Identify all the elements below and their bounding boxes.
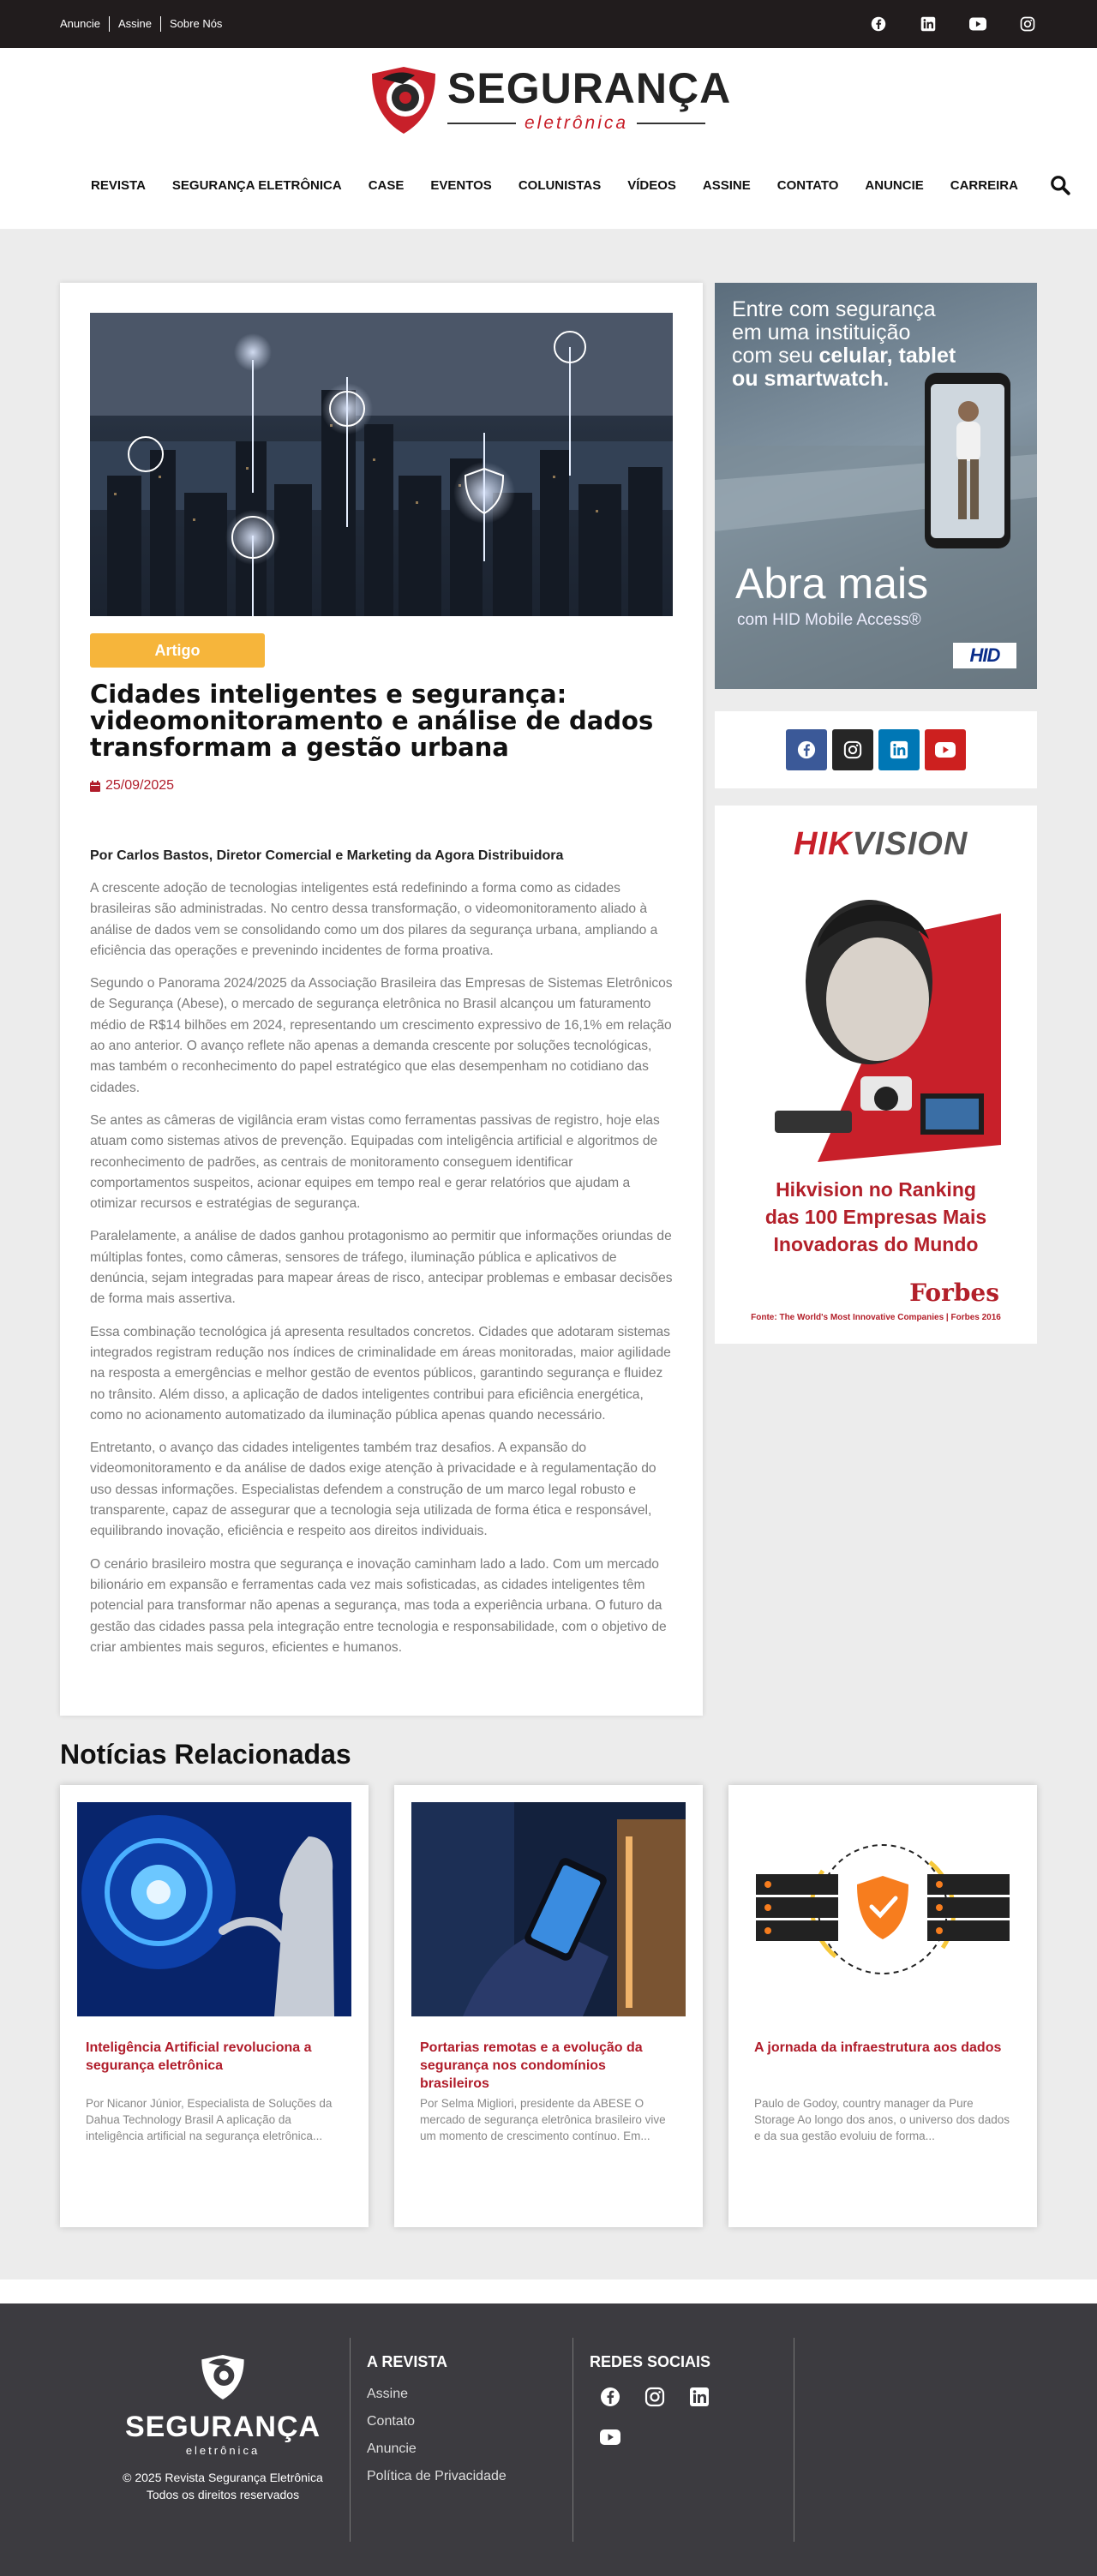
hid-ad-line3-bold: celular, tablet	[818, 344, 956, 368]
related-card-image[interactable]	[746, 1802, 1020, 2016]
facebook-icon[interactable]	[786, 729, 827, 770]
hikvision-rank-line: Hikvision no Ranking	[776, 1178, 976, 1201]
logo-subtitle: eletrônica	[525, 113, 629, 133]
site-footer	[0, 2303, 1097, 2576]
forbes-logo: Forbes	[909, 1279, 999, 1307]
category-badge[interactable]: Artigo	[90, 633, 265, 668]
hikvision-source: Fonte: The World's Most Innovative Companies | Forbes 2016	[751, 1313, 1001, 1322]
related-card-title[interactable]: A jornada da infraestrutura aos dados	[754, 2040, 1002, 2055]
facebook-icon[interactable]	[869, 15, 888, 33]
footer-revista	[367, 2353, 507, 2496]
article-paragraph: Essa combinação tecnológica já apresenta resultados concretos. Cidades que adotaram sistemas integrados registram redução nos índices de criminalidade em áreas monitoradas, maior agilidade na resposta a emergências e melhor gestão de eventos públicos, garantindo segurança e fluidez no trânsito. Além disso, a aplicação de dados inteligentes contribui para eficiência energética, como no acionamento automatizado da iluminação pública apenas quando necessário.	[90, 1324, 671, 1423]
instagram-icon[interactable]	[1018, 15, 1037, 33]
hid-ad-line3-pre: com seu	[732, 344, 819, 368]
footer-link-contato[interactable]: Contato	[367, 2414, 416, 2429]
footer-divider	[350, 2338, 351, 2542]
footer-col-title: A REVISTA	[367, 2353, 448, 2370]
article-hero-image	[90, 313, 673, 616]
hid-ad-line4: ou smartwatch.	[732, 367, 890, 391]
hikvision-banner-ad[interactable]	[715, 806, 1037, 1344]
top-links	[60, 16, 231, 32]
article-paragraph: O cenário brasileiro mostra que segurança e inovação caminham lado a lado. Com um mercado bilionário em expansão e ferramentas cada vez mais sofisticadas, as cidades inteligentes têm potencial para transformar não apenas a segurança, mas toda a experiência urbana. O futuro da gestão das cidades passa pela integração entre tecnologia e responsabilidade, com o objetivo de criar ambientes mais seguros, eficientes e humanos.	[90, 1556, 667, 1655]
hikvision-rank-line: Inovadoras do Mundo	[773, 1233, 979, 1255]
site-header	[0, 48, 1097, 230]
nav-case[interactable]: CASE	[368, 177, 405, 193]
nav-seguranca-eletronica[interactable]: SEGURANÇA ELETRÔNICA	[171, 177, 342, 193]
top-bar	[0, 0, 1097, 48]
linkedin-icon[interactable]	[878, 729, 920, 770]
nav-eventos[interactable]: EVENTOS	[430, 177, 492, 193]
nav-contato[interactable]: CONTATO	[776, 177, 839, 193]
footer-link-anuncie[interactable]: Anuncie	[367, 2441, 417, 2456]
article-byline: Por Carlos Bastos, Diretor Comercial e Marketing da Agora Distribuidora	[90, 848, 564, 863]
footer-logo-title: SEGURANÇA	[124, 2411, 321, 2443]
related-card-image[interactable]	[77, 1802, 351, 2016]
article-paragraph: Paralelamente, a análise de dados ganhou protagonismo ao permitir que informações oriundas de múltiplas fontes, como câmeras, sensores de tráfego, iluminação pública e aplicativos de denúncia, sejam integradas para mapear áreas de risco, antecipar problemas e embasar decisões de forma mais assertiva.	[90, 1229, 673, 1307]
top-social	[869, 15, 1037, 33]
facebook-icon[interactable]	[600, 2387, 619, 2405]
nav-revista[interactable]: REVISTA	[91, 177, 146, 193]
nav-videos[interactable]: VÍDEOS	[627, 177, 676, 193]
nav-assine[interactable]: ASSINE	[702, 177, 751, 193]
article-paragraph: Segundo o Panorama 2024/2025 da Associação Brasileira das Empresas de Sistemas Eletrônicos de Segurança (Abese), o mercado de segurança eletrônica no Brasil alcançou um faturamento médio de R$14 bilhões em 2024, representando um crescimento expressivo de 16,1% em relação ao ano anterior. O avanço reflete não apenas a demanda crescente por soluções tecnológicas, mas também o reconhecimento do papel estratégico que elas desempenham no cotidiano das cidades.	[90, 976, 673, 1095]
main-content	[0, 230, 1097, 2279]
hid-logo: HID	[953, 643, 1016, 668]
nav-anuncie[interactable]: ANUNCIE	[865, 177, 924, 193]
hikvision-logo: HIKVISION	[794, 826, 968, 862]
main-nav	[91, 174, 1071, 196]
related-card[interactable]	[728, 1785, 1037, 2227]
top-link-assine[interactable]: Assine	[109, 16, 160, 32]
related-card[interactable]	[60, 1785, 369, 2227]
instagram-icon[interactable]	[832, 729, 873, 770]
article-paragraph: Entretanto, o avanço das cidades inteligentes também traz desafios. A expansão do videomonitoramento e da análise de dados exige atenção à privacidade e à regulamentação do uso dessas informações. Especialistas defendem a construção de um marco legal robusto e transparente, capaz de assegurar que a tecnologia seja utilizada de forma ética e responsável, equilibrando inovação, eficiência e respeito aos direitos individuais.	[90, 1441, 656, 1539]
hikvision-rank-line: das 100 Empresas Mais	[764, 1206, 987, 1228]
nav-colunistas[interactable]: COLUNISTAS	[518, 177, 602, 193]
article-title: Cidades inteligentes e segurança: videomonitoramento e análise de dados transformam a gestão urbana	[90, 680, 654, 762]
hid-ad-line1: Entre com segurança	[732, 297, 936, 321]
article-date-text: 25/09/2025	[105, 778, 175, 793]
footer-rights: Todos os direitos reservados	[146, 2488, 300, 2501]
related-card-excerpt: Por Nicanor Júnior, Especialista de Soluções da Dahua Technology Brasil A aplicação da inteligência artificial na segurança eletrônica...	[86, 2097, 333, 2142]
hid-ad-subline: com HID Mobile Access®	[737, 611, 921, 629]
hid-ad-line2: em uma instituição	[732, 321, 911, 344]
footer-col-title: REDES SOCIAIS	[590, 2353, 711, 2370]
footer-copyright: © 2025 Revista Segurança Eletrônica	[123, 2471, 323, 2484]
related-card[interactable]	[394, 1785, 703, 2227]
search-icon[interactable]	[1049, 174, 1071, 196]
related-card-excerpt: Por Selma Migliori, presidente da ABESE O mercado de segurança eletrônica brasileiro vive um momento de crescimento contínuo. Em...	[420, 2097, 666, 2142]
related-heading: Notícias Relacionadas	[60, 1739, 351, 1770]
article-card	[60, 283, 703, 1716]
hid-ad-copy	[732, 298, 956, 391]
calendar-icon	[90, 781, 100, 792]
youtube-icon[interactable]	[600, 2429, 619, 2448]
footer-logo-subtitle: eletrônica	[185, 2444, 261, 2457]
footer-link-privacidade[interactable]: Política de Privacidade	[367, 2469, 507, 2483]
footer-link-assine[interactable]: Assine	[367, 2387, 409, 2401]
hid-banner-ad[interactable]	[715, 283, 1037, 689]
shield-logo-icon	[197, 2351, 249, 2403]
linkedin-icon[interactable]	[919, 15, 938, 33]
youtube-icon[interactable]	[925, 729, 966, 770]
shield-logo-icon	[365, 62, 442, 139]
instagram-icon[interactable]	[644, 2387, 663, 2405]
article-paragraph: A crescente adoção de tecnologias inteligentes está redefinindo a forma como as cidades brasileiras são administradas. No centro dessa transformação, o videomonitoramento aliado à análise de dados vem se consolidando como um dos pilares da segurança urbana, ampliando a eficiência das operações e prevenindo incidentes de forma proativa.	[90, 881, 658, 958]
site-logo[interactable]	[365, 62, 734, 139]
footer-divider	[572, 2338, 573, 2542]
hikvision-ad-image	[766, 879, 1001, 1162]
related-card-title[interactable]: Inteligência Artificial revoluciona a segurança eletrônica	[86, 2040, 312, 2073]
linkedin-icon[interactable]	[689, 2387, 708, 2405]
hikvision-ranking	[715, 1176, 1037, 1258]
nav-carreira[interactable]: CARREIRA	[950, 177, 1018, 193]
article-date	[90, 778, 174, 794]
hid-ad-headline: Abra mais	[735, 560, 929, 608]
related-card-excerpt: Paulo de Godoy, country manager da Pure Storage Ao longo dos anos, o universo dos dados e da sua gestão evoluiu de forma...	[754, 2097, 1010, 2142]
related-card-image[interactable]	[411, 1802, 686, 2016]
top-link-anuncie[interactable]: Anuncie	[60, 17, 100, 30]
footer-social	[590, 2353, 735, 2448]
youtube-icon[interactable]	[968, 15, 987, 33]
article-body	[90, 878, 673, 1670]
logo-title: SEGURANÇA	[447, 64, 732, 112]
article-paragraph: Se antes as câmeras de vigilância eram vistas como ferramentas passivas de registro, hoje elas atuam como sistemas ativos de prevenção. Equipadas com inteligência artificial e algoritmos de reconhecimento de padrões, as centrais de monitoramento conseguem identificar comportamentos suspeitos, acionar equipes em tempo real e gerar relatórios que ajudam a otimizar recursos e estratégias de segurança.	[90, 1112, 660, 1212]
footer-brand	[94, 2351, 351, 2503]
sidebar-social	[715, 711, 1037, 788]
related-card-title[interactable]: Portarias remotas e a evolução da segurança nos condomínios brasileiros	[420, 2040, 643, 2091]
top-link-sobre[interactable]: Sobre Nós	[160, 16, 231, 32]
